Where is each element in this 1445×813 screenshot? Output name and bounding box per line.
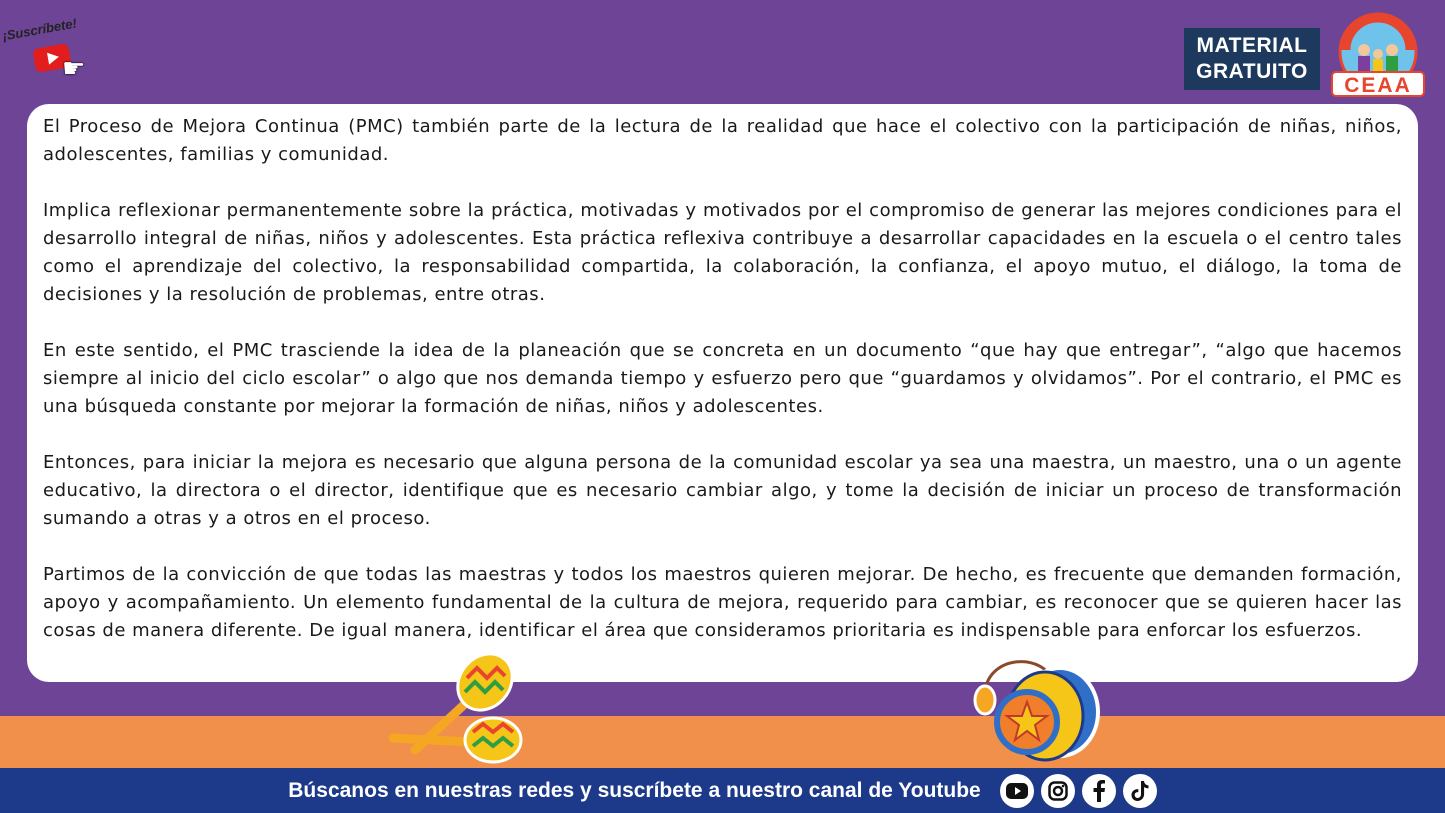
badge-line-2: GRATUITO [1196,60,1308,83]
tiktok-icon[interactable] [1123,774,1157,808]
maracas-illustration [385,650,530,765]
yoyo-toy-illustration [965,650,1105,770]
ceaa-logo [1326,10,1430,100]
subscribe-sticker[interactable] [1,10,97,84]
free-material-badge [1184,28,1320,90]
paragraph-4: Entonces, para iniciar la mejora es necesario que alguna persona de la comunidad escolar ya sea una maestra, un maestro, una o un agente educativo, la directora o el director, identifique que es necesario cambiar algo, y tome la decisión de iniciar un proceso de transformación sumando a otras y a otros en el proceso. [43,452,1402,529]
footer-text: Búscanos en nuestras redes y suscríbete a nuestro canal de Youtube [288,778,981,802]
paragraph-2: Implica reflexionar permanentemente sobre la práctica, motivadas y motivados por el compromiso de generar las mejores condiciones para el desarrollo integral de niñas, niños y adolescentes. Esta práctica reflexiva contribuye a desarrollar capacidades en la escuela o el centro tales como el aprendizaje del colectivo, la responsabilidad compartida, la colaboración, la confianza, el apoyo mutuo, el diálogo, la toma de decisiones y la resolución de problemas, entre otras. [43,200,1402,305]
youtube-icon[interactable] [1000,774,1034,808]
instagram-icon[interactable] [1041,774,1075,808]
footer-bar [0,768,1445,813]
pointer-hand-icon: ☛ [62,54,86,84]
paragraph-5: Partimos de la convicción de que todas las maestras y todos los maestros quieren mejorar. De hecho, es frecuente que demanden formación, apoyo y acompañamiento. Un elemento fundamental de la cultura de mejora, requerido para cambiar, es reconocer que se quieren hacer las cosas de manera diferente. De igual manera, identificar el área que consideramos prioritaria es indispensable para enforcar los esfuerzos. [43,564,1402,641]
facebook-icon[interactable] [1082,774,1116,808]
subscribe-label: ¡Suscríbete! [1,15,78,44]
paragraph-1: El Proceso de Mejora Continua (PMC) también parte de la lectura de la realidad que hace el colectivo con la participación de niñas, niños, adolescentes, familias y comunidad. [43,116,1402,165]
badge-line-1: MATERIAL [1196,34,1308,57]
content-card [27,104,1418,682]
orange-stripe [0,716,1445,768]
logo-acronym: CEAA [1344,74,1412,97]
paragraph-3: En este sentido, el PMC trasciende la idea de la planeación que se concreta en un documento “que hay que entregar”, “algo que hacemos siempre al inicio del ciclo escolar” o algo que nos demanda tiempo y esfuerzo pero que “guardamos y olvidamos”. Por el contrario, el PMC es una búsqueda constante por mejorar la formación de niñas, niños y adolescentes. [43,340,1402,417]
